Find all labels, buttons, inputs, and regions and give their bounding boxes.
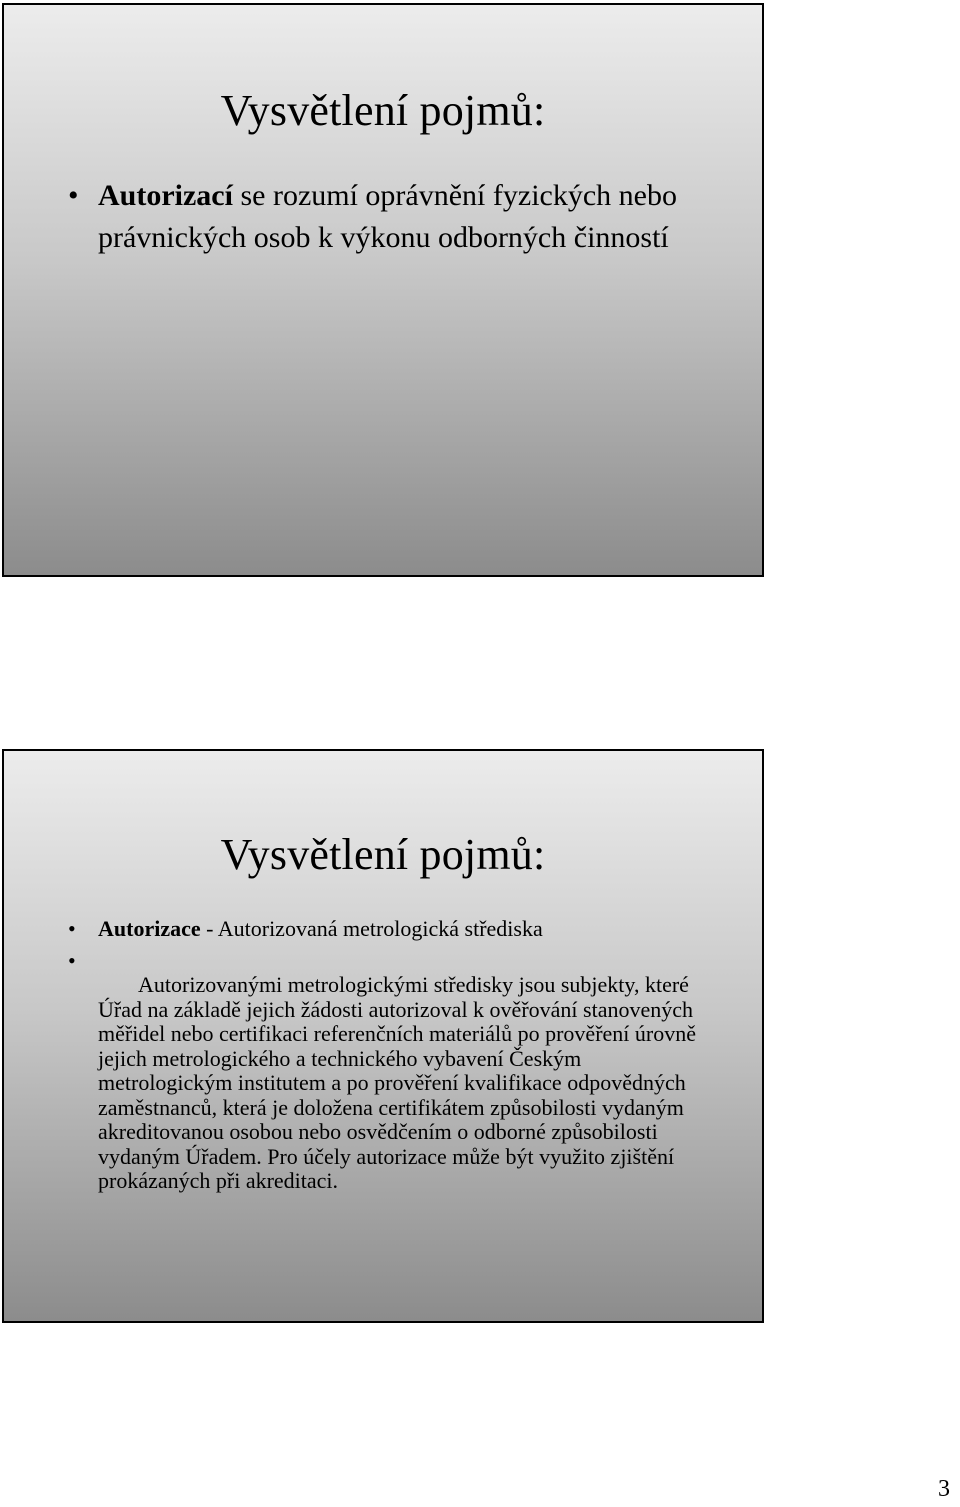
bullet-text bbox=[98, 915, 722, 943]
bullet-term: Autorizací bbox=[98, 179, 233, 212]
bullet-definition: - Autorizovaná metrologická střediska bbox=[200, 916, 543, 941]
bullet-icon: • bbox=[68, 916, 76, 941]
bullet-icon: • bbox=[68, 948, 76, 973]
slide-1 bbox=[2, 3, 764, 577]
bullet-definition: se rozumí oprávnění fyzických nebo právnických osob k výkonu odborných činností bbox=[98, 179, 677, 254]
bullet-term: Autorizace bbox=[98, 916, 201, 941]
bullet-text bbox=[98, 175, 722, 259]
page-number: 3 bbox=[938, 1476, 950, 1502]
body-paragraph: Autorizovanými metrologickými středisky jsou subjekty, které Úřad na základě jejich žádosti autorizoval k ověřování stanovených měřidel nebo certifikaci referenčních materiálů po prověření úrovně jejich metrologického a technického vybavení Českým metrologickým institutem a po prověření kvalifikace odpovědných zaměstnanců, která je doložena certifikátem způsobilosti vydaným akreditovanou osobou nebo osvědčením o odborné způsobilosti vydaným Úřadem. Pro účely autorizace může být využito zjištění prokázaných při akreditaci. bbox=[98, 972, 696, 1193]
slide-title: Vysvětlení pojmů: bbox=[220, 86, 546, 135]
bullet-icon: • bbox=[68, 179, 79, 212]
slide-title: Vysvětlení pojmů: bbox=[220, 830, 546, 879]
slide-2 bbox=[2, 749, 764, 1323]
